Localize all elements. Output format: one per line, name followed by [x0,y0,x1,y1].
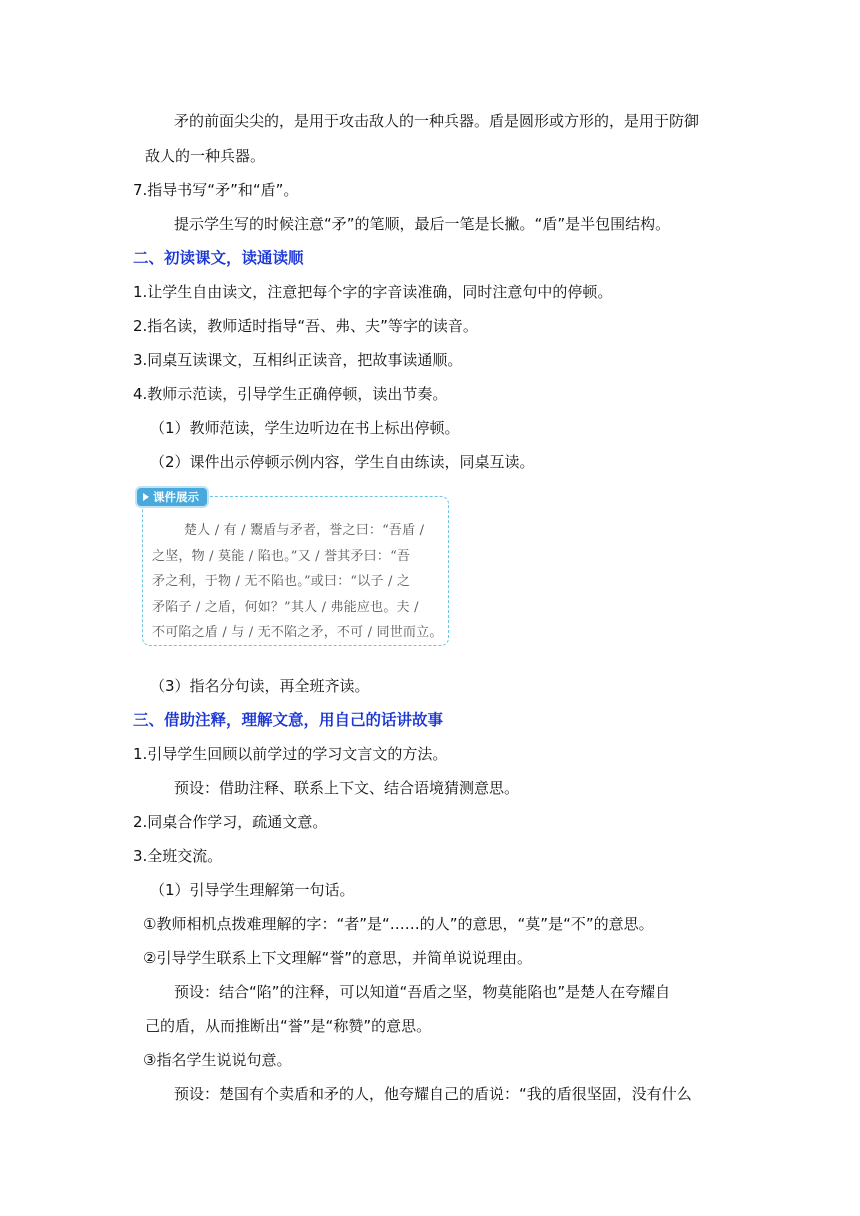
callout-line: 不可陷之盾 / 与 / 无不陷之矛，不可 / 同世而立。 [152,625,443,640]
callout-line: 矛之利，于物 / 无不陷也。”或曰：“以子 / 之 [152,574,411,589]
step-1: 1.让学生自由读文，注意把每个字的字音读准确，同时注意句中的停顿。 [133,283,613,301]
callout-line: 之坚，物 / 莫能 / 陷也。”又 / 誉其矛曰：“吾 [152,549,411,564]
step-4: 4.教师示范读，引导学生正确停顿，读出节奏。 [133,385,448,403]
section-heading-2: 二、初读课文，读通读顺 [133,249,304,267]
preset-note: 预设：借助注释、联系上下文、结合语境猜测意思。 [174,779,520,797]
preset-note: 预设：楚国有个卖盾和矛的人，他夸耀自己的盾说：“我的盾很坚固，没有什么 [174,1085,692,1103]
step-7: 7.指导书写“矛”和“盾”。 [133,181,299,199]
step-3: 3.同桌互读课文，互相纠正读音，把故事读通顺。 [133,351,463,369]
paragraph-line: 矛的前面尖尖的，是用于攻击敌人的一种兵器。盾是圆形或方形的，是用于防御 [174,112,700,130]
callout-line: 矛陷子 / 之盾，何如？”其人 / 弗能应也。夫 / [152,600,419,615]
substep: （3）指名分句读，再全班齐读。 [150,677,370,695]
substep: （2）课件出示停顿示例内容，学生自由练读，同桌互读。 [150,453,535,471]
step-2: 2.同桌合作学习，疏通文意。 [133,813,328,831]
paragraph-line: 敌人的一种兵器。 [145,147,266,165]
step-1: 1.引导学生回顾以前学过的学习文言文的方法。 [133,745,448,763]
callout-line: 楚人 / 有 / 鬻盾与矛者，誉之曰：“吾盾 / [184,523,425,538]
preset-note: 预设：结合“陷”的注释，可以知道“吾盾之坚，物莫能陷也”是楚人在夸耀自 [174,983,671,1001]
step-2: 2.指名读，教师适时指导“吾、弗、夫”等字的读音。 [133,317,478,335]
substep: （1）引导学生理解第一句话。 [150,881,355,899]
substep: （1）教师范读，学生边听边在书上标出停顿。 [150,419,460,437]
preset-note: 己的盾，从而推断出“誉”是“称赞”的意思。 [145,1017,432,1035]
point-3: ③指名学生说说句意。 [143,1051,292,1069]
point-1: ①教师相机点拨难理解的字：“者”是“……的人”的意思，“莫”是“不”的意思。 [143,915,654,933]
courseware-tag-label: 课件展示 [153,490,199,504]
paragraph-line: 提示学生写的时候注意“矛”的笔顺，最后一笔是长撇。“盾”是半包围结构。 [174,215,671,233]
step-3: 3.全班交流。 [133,847,223,865]
courseware-tag [137,488,207,506]
section-heading-3: 三、借助注释，理解文意，用自己的话讲故事 [133,711,444,729]
play-arrow-icon [143,493,149,501]
point-2: ②引导学生联系上下文理解“誉”的意思，并简单说说理由。 [143,949,532,967]
